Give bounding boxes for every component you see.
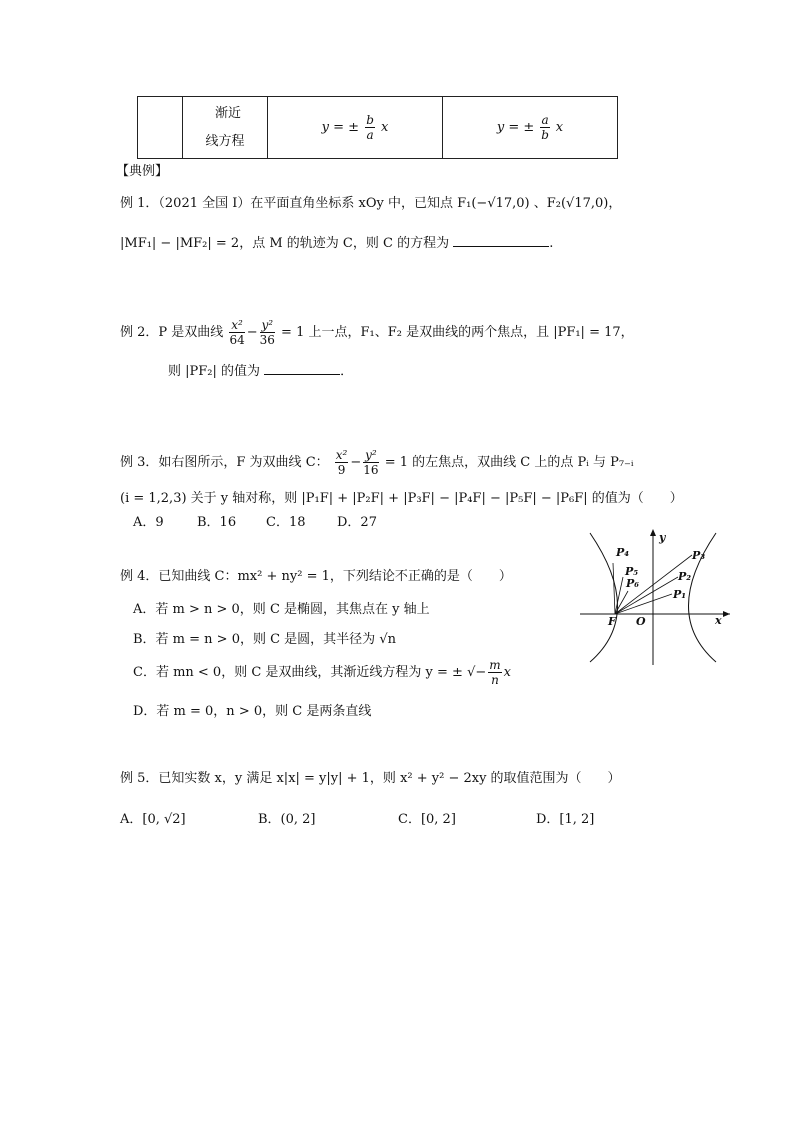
option-b: B．16 [197,515,237,530]
example-3-line1 [120,448,634,477]
option-c: C．18 [266,515,306,530]
option-a: A．9 [133,515,164,530]
example-5-option-b: B．(0, 2] [258,812,316,827]
numerator: m [489,658,501,672]
formula-suffix: x [503,665,512,680]
numerator: x² [335,448,348,462]
example-4-option-c: C．若 mn < 0，则 C 是双曲线，其渐近线方程为 y = ± √− $\frac{m}{n}$ x [133,658,512,687]
example-1-condition: |MF₁| − |MF₂| = 2 [120,236,240,251]
row-label-line2: 线方程 [205,133,245,149]
y-axis-arrow [650,529,656,536]
numerator: b [366,113,374,127]
example-3-line2: (i = 1,2,3) 关于 y 轴对称，则 |P₁F| + |P₂F| + |P₃F| − |P₄F| − |P₅F| − |P₆F| 的值为（ ） [120,491,683,506]
example-4-option-b: B．若 m = n > 0，则 C 是圆，其半径为 √n [133,632,396,647]
hyperbola-x-axis-asymptote [268,97,443,159]
table-cell-empty [138,97,183,159]
example-2-line1 [120,318,634,347]
answer-blank [264,362,340,375]
denominator: b [541,128,549,142]
example-1-line1: 例 1．（2021 全国 I）在平面直角坐标系 xOy 中，已知点 F₁(−√17,0) 、F₂(√17,0)， [120,196,622,211]
focus-f-label: F [608,615,616,628]
minus-sign: − [350,455,362,470]
example-5-option-d: D．[1, 2] [536,812,595,827]
p1-label: P₁ [673,588,687,601]
asymptote-table [137,96,618,159]
option-d: D．27 [337,515,377,530]
numerator: y² [261,318,274,332]
hyperbola-left-branch [590,533,618,662]
y-axis-label: y [659,531,666,544]
numerator: y² [365,448,377,462]
formula-suffix: x [555,120,564,135]
denominator: n [491,673,499,687]
row-label-line1: 渐近 [214,105,241,121]
p5-label: P₅ [625,565,639,578]
denominator: 16 [363,463,379,477]
denominator: 64 [229,333,245,347]
numerator: a [541,113,549,127]
example-1-line2: |MF₁| − |MF₂| = 2，点 M 的轨迹为 C，则 C 的方程为 . [120,236,554,251]
formula-prefix: y = ± [496,120,535,135]
denominator: 36 [259,333,275,347]
example-2-line2: 则 |PF₂| 的值为 ． [168,364,354,379]
hyperbola-y-axis-asymptote [443,97,618,159]
table-row-label [183,97,268,159]
example-2-question: 则 |PF₂| 的值为 [168,364,261,379]
fraction [363,448,378,477]
denominator: 9 [337,463,346,477]
example-4-stem: 例 4．已知曲线 C：mx² + ny² = 1，下列结论不正确的是（ ） [120,569,512,584]
answer-blank [453,234,549,247]
example-2-rest: = 1 上一点，F₁、F₂ 是双曲线的两个焦点，且 |PF₁| = 17， [281,325,634,340]
example-5-stem: 例 5．已知实数 x，y 满足 x|x| = y|y| + 1，则 x² + y² − 2xy 的取值范围为（ ） [120,771,621,786]
fraction [365,113,375,142]
option-c-text: C．若 mn < 0，则 C 是双曲线，其渐近线方程为 y = ± [133,665,463,680]
origin-label: O [636,615,646,628]
example-5-option-c: C．[0, 2] [398,812,456,827]
p6-label: P₆ [626,577,640,590]
p3-label: P₃ [692,549,706,562]
segment-f-p4 [613,563,615,614]
p2-label: P₂ [678,570,692,583]
formula-prefix: y = ± [321,120,360,135]
minus-sign: − [246,325,258,340]
numerator: x² [231,318,243,332]
example-1-question: ，点 M 的轨迹为 C，则 C 的方程为 [239,236,450,251]
x-axis-arrow [723,611,730,617]
denominator: a [366,128,374,142]
fraction [488,658,501,687]
example-4-option-a: A．若 m > n > 0，则 C 是椭圆，其焦点在 y 轴上 [133,602,430,617]
example-3-rest: = 1 的左焦点，双曲线 C 上的点 Pᵢ 与 P₇₋ᵢ [384,455,634,470]
fraction [260,318,275,347]
example-2-prefix: 例 2．P 是双曲线 [120,325,224,340]
fraction [229,318,244,347]
fraction [335,448,349,477]
example-5-option-a: A．[0, √2] [120,812,186,827]
example-4-option-d: D．若 m = 0，n > 0，则 C 是两条直线 [133,704,372,719]
formula-suffix: x [381,120,389,135]
p4-label: P₄ [616,546,630,559]
fraction [540,113,549,142]
x-axis-label: x [715,614,722,627]
section-title: 【典例】 [116,164,169,179]
example-3-prefix: 例 3．如右图所示，F 为双曲线 C： [120,455,329,470]
hyperbola-figure [570,525,740,670]
